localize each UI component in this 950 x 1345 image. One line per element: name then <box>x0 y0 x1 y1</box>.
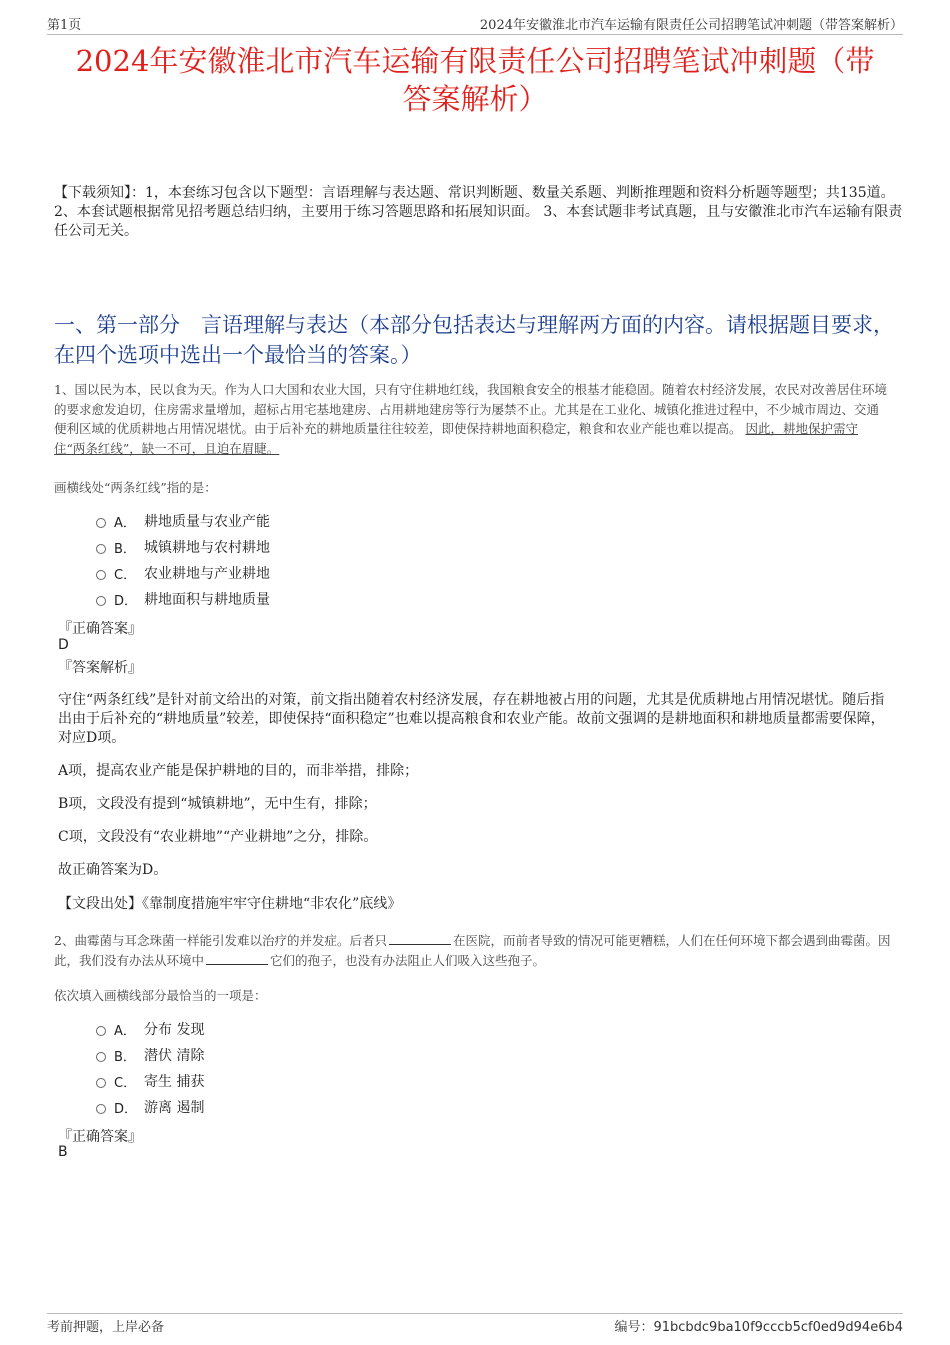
footer-slogan: 考前押题，上岸必备 <box>47 1320 165 1335</box>
option-b[interactable]: B． 潜伏 清除 <box>96 1042 204 1068</box>
analysis-paragraph: A项，提高农业产能是保护耕地的目的，而非举措，排除； <box>58 763 419 779</box>
answer-label: 『正确答案』 <box>58 621 142 637</box>
answer-label: 『正确答案』 <box>58 1129 142 1145</box>
correct-answer: D <box>58 637 69 653</box>
radio-icon[interactable] <box>96 1104 106 1114</box>
section-heading: 一、第一部分 言语理解与表达（本部分包括表达与理解两方面的内容。请根据题目要求，在四个选项中选出一个最恰当的答案。） <box>54 313 894 367</box>
page-number: 第1页 <box>47 18 82 33</box>
analysis-paragraph: 故正确答案为D。 <box>58 862 168 878</box>
radio-icon[interactable] <box>96 544 106 554</box>
radio-icon[interactable] <box>96 518 106 528</box>
text-source: 【文段出处】《靠制度措施牢牢守住耕地“非农化”底线》 <box>58 896 402 912</box>
option-d[interactable]: D． 游离 遏制 <box>96 1094 204 1120</box>
question-2-prompt: 依次填入画横线部分最恰当的一项是： <box>54 988 267 1003</box>
question-2-options <box>96 1016 204 1120</box>
question-1-underlined: 因此，耕地保护需守住“两条红线”，缺一不可，且迫在眉睫。 <box>54 421 859 456</box>
analysis-paragraph: C项，文段没有“农业耕地”“产业耕地”之分，排除。 <box>58 829 378 845</box>
option-a[interactable]: A． 分布 发现 <box>96 1016 204 1042</box>
radio-icon[interactable] <box>96 570 106 580</box>
question-1-options <box>96 508 270 612</box>
page-header <box>47 14 903 35</box>
option-a[interactable]: A． 耕地质量与农业产能 <box>96 508 270 534</box>
title-line-1: 2024年安徽淮北市汽车运输有限责任公司招聘笔试冲刺题（带 <box>75 44 875 78</box>
radio-icon[interactable] <box>96 1026 106 1036</box>
page-footer <box>47 1313 903 1335</box>
option-c[interactable]: C． 农业耕地与产业耕地 <box>96 560 270 586</box>
analysis-label: 『答案解析』 <box>58 660 142 676</box>
fill-blank <box>389 932 451 945</box>
download-notice: 【下载须知】：1，本套练习包含以下题型：言语理解与表达题、常识判断题、数量关系题、判断推理题和资料分析题等题型；共135道。 2、本套试题根据常见招考题总结归纳，主要用于练习答题思路和拓展知识面。 3、本套试题非考试真题，且与安徽淮北市汽车运输有限责任公司无关。 <box>54 185 903 239</box>
correct-answer: B <box>58 1144 68 1160</box>
fill-blank <box>206 952 268 965</box>
question-1-prompt: 画横线处“两条红线”指的是： <box>54 480 217 495</box>
header-doc-title: 2024年安徽淮北市汽车运输有限责任公司招聘笔试冲刺题（带答案解析） <box>479 18 903 33</box>
document-code: 编号：91bcbdc9ba10f9cccb5cf0ed9d94e6b4 <box>614 1320 903 1335</box>
analysis-paragraph: 守住“两条红线”是针对前文给出的对策，前文指出随着农村经济发展，存在耕地被占用的问题，尤其是优质耕地占用情况堪忧。随后指出由于后补充的“耕地质量”较差，即使保持“面积稳定”也难以提高粮食和农业产能。故前文强调的是耕地面积和耕地质量都需要保障，对应D项。 <box>58 692 885 746</box>
radio-icon[interactable] <box>96 1078 106 1088</box>
option-c[interactable]: C． 寄生 捕获 <box>96 1068 204 1094</box>
question-1-text: 1、国以民为本，民以食为天。作为人口大国和农业大国，只有守住耕地红线，我国粮食安全的根基才能稳固。随着农村经济发展，农民对改善居住环境的要求愈发迫切，住房需求量增加，超标占用宅基地建房、占用耕地建房等行为屡禁不止。尤其是在工业化、城镇化推进过程中，不少城市周边、交通便利区域的优质耕地占用情况堪忧。由于后补充的耕地质量往往较差，即使保持耕地面积稳定，粮食和农业产能也难以提高。 <box>54 382 887 436</box>
analysis-paragraph: B项，文段没有提到“城镇耕地”，无中生有，排除； <box>58 796 377 812</box>
page-title <box>50 42 900 118</box>
title-line-2: 答案解析） <box>402 82 548 116</box>
radio-icon[interactable] <box>96 1052 106 1062</box>
radio-icon[interactable] <box>96 596 106 606</box>
question-2-stem: 2、曲霉菌与耳念珠菌一样能引发难以治疗的并发症。后者只 在医院，而前者导致的情况可能更糟糕，人们在任何环境下都会遇到曲霉菌。因此，我们没有办法从环境中 它们的孢子，也没有办法阻止人们吸入这些孢子。 <box>54 933 891 968</box>
option-b[interactable]: B． 城镇耕地与农村耕地 <box>96 534 270 560</box>
option-d[interactable]: D． 耕地面积与耕地质量 <box>96 586 270 612</box>
question-1-stem <box>54 380 888 458</box>
